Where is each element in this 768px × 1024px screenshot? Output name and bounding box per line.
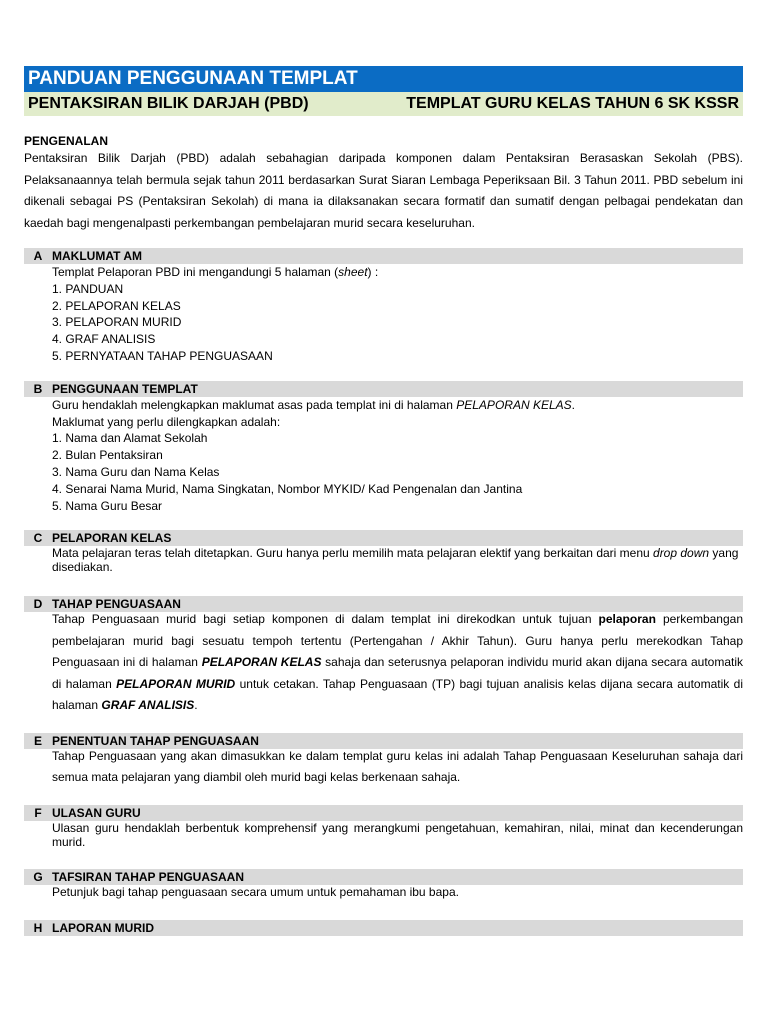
list-item: 4. GRAF ANALISIS (52, 332, 156, 347)
section-letter: D (33, 597, 43, 612)
section-heading: TAHAP PENGUASAAN (52, 597, 181, 612)
section-a (24, 248, 743, 365)
section-letter: F (34, 805, 42, 820)
text-run-italic: PELAPORAN KELAS (456, 397, 572, 412)
text-run: yang disediakan. (52, 546, 739, 575)
list-item: 1. PANDUAN (52, 281, 124, 296)
text-run-bold-italic: PELAPORAN MURID (116, 676, 236, 691)
section-f (24, 805, 743, 849)
section-letter: G (33, 869, 43, 884)
section-e (24, 733, 743, 789)
section-letter: B (33, 381, 43, 396)
section-header (24, 869, 743, 885)
list-item: 1. Nama dan Alamat Sekolah (52, 431, 208, 446)
section-text (52, 546, 743, 574)
subtitle-right: TEMPLAT GURU KELAS TAHUN 6 SK KSSR (406, 95, 739, 112)
section-heading: PENGGUNAAN TEMPLAT (52, 381, 198, 396)
section-body (24, 264, 743, 365)
document-title: PANDUAN PENGGUNAAN TEMPLAT (24, 66, 743, 92)
list-item: 2. Bulan Pentaksiran (52, 448, 163, 463)
section-letter: A (33, 249, 43, 263)
text-run: . (194, 698, 198, 713)
section-letter: E (33, 733, 42, 748)
section-body (24, 546, 743, 574)
section-body: Tahap Penguasaan yang akan dimasukkan ke dalam templat guru kelas ini adalah Tahap Penguasaan Keseluruhan sahaja dari semua mata pelajaran yang diambil oleh murid bagi kelas berkenaan sahaja. (52, 748, 743, 785)
document-page (24, 66, 743, 936)
section-text (52, 609, 743, 717)
text-run: untuk cetakan. Tahap Penguasaan (TP) bagi tujuan analisis kelas dijana secara automatik di halaman (52, 676, 743, 713)
section-text (52, 264, 743, 281)
section-heading: TAFSIRAN TAHAP PENGUASAAN (52, 869, 245, 884)
section-body (24, 397, 743, 515)
text-run-italic: sheet (338, 265, 368, 279)
list-item: 2. PELAPORAN KELAS (52, 298, 181, 313)
section-letter: C (33, 531, 43, 546)
text-run: Mata pelajaran teras telah ditetapkan. Guru hanya perlu memilih mata pelajaran elektif yang berkaitan dari menu (52, 546, 654, 561)
text-run: Templat Pelaporan PBD ini mengandungi 5 halaman ( (52, 265, 339, 279)
section-g (24, 869, 743, 899)
section-c (24, 530, 743, 574)
section-body: Petunjuk bagi tahap penguasaan secara umum untuk pemahaman ibu bapa. (52, 884, 459, 899)
list-item: 3. PELAPORAN MURID (52, 315, 182, 330)
section-heading: PENENTUAN TAHAP PENGUASAAN (52, 733, 259, 748)
section-d (24, 596, 743, 717)
text-run-bold-italic: PELAPORAN KELAS (201, 655, 322, 670)
text-run: perkembangan pembelajaran murid bagi sesuatu tempoh tertentu (Pertengahan / Akhir Tahun). Guru hanya perlu merekodkan Tahap Penguasaan ini di halaman (52, 612, 744, 670)
section-header (24, 381, 743, 397)
section-header (24, 920, 743, 936)
text-run: sahaja dan seterusnya pelaporan individu murid akan dijana secara automatik di halaman (52, 655, 744, 691)
section-letter: H (33, 920, 43, 935)
section-header (24, 805, 743, 821)
section-heading: MAKLUMAT AM (52, 249, 142, 263)
section-heading: LAPORAN MURID (52, 920, 154, 935)
list-item: 3. Nama Guru dan Nama Kelas (52, 464, 220, 479)
text-run-italic: drop down (653, 546, 710, 561)
section-b (24, 381, 743, 515)
section-heading: ULASAN GURU (52, 805, 141, 820)
text-run-bold-italic: GRAF ANALISIS (101, 698, 195, 713)
subtitle-left: PENTAKSIRAN BILIK DARJAH (PBD) (28, 95, 309, 112)
list-item: 5. Nama Guru Besar (52, 498, 163, 513)
text-run-bold: pelaporan (598, 612, 656, 627)
list-item: 4. Senarai Nama Murid, Nama Singkatan, Nombor MYKID/ Kad Pengenalan dan Jantina (52, 481, 523, 496)
section-body (24, 609, 743, 717)
text-run: Guru hendaklah melengkapkan maklumat asas pada templat ini di halaman (52, 397, 457, 412)
subtitle-bar (24, 92, 743, 116)
section-header (24, 248, 743, 264)
intro-heading: PENGENALAN (24, 134, 109, 148)
section-body: Ulasan guru hendaklah berbentuk komprehensif yang merangkumi pengetahuan, kemahiran, nilai, minat dan kecenderungan murid. (52, 820, 743, 849)
section-text (52, 397, 743, 414)
intro-section (24, 134, 743, 234)
text-run: ) : (367, 265, 379, 279)
section-h (24, 920, 743, 936)
section-heading: PELAPORAN KELAS (52, 531, 172, 546)
section-text: Maklumat yang perlu dilengkapkan adalah: (52, 414, 281, 429)
list-item: 5. PERNYATAAN TAHAP PENGUASAAN (52, 348, 273, 363)
intro-body: Pentaksiran Bilik Darjah (PBD) adalah sebahagian daripada komponen dalam Pentaksiran Berasaskan Sekolah (PBS). Pelaksanaannya telah bermula sejak tahun 2011 berdasarkan Surat Siaran Lembaga Peperiksaan Bil. 3 Tahun 2011. PBD sebelum ini dikenali sebagai PS (Pentaksiran Sekolah) di mana ia dilaksanakan secara formatif dan sumatif dengan pelbagai pendekatan dan kaedah bagi mengenalpasti perkembangan pembelajaran murid secara keseluruhan. (24, 151, 743, 230)
text-run: Tahap Penguasaan murid bagi setiap komponen di dalam templat ini direkodkan untuk tujuan (52, 612, 599, 627)
text-run: . (571, 397, 575, 412)
section-header (24, 530, 743, 546)
